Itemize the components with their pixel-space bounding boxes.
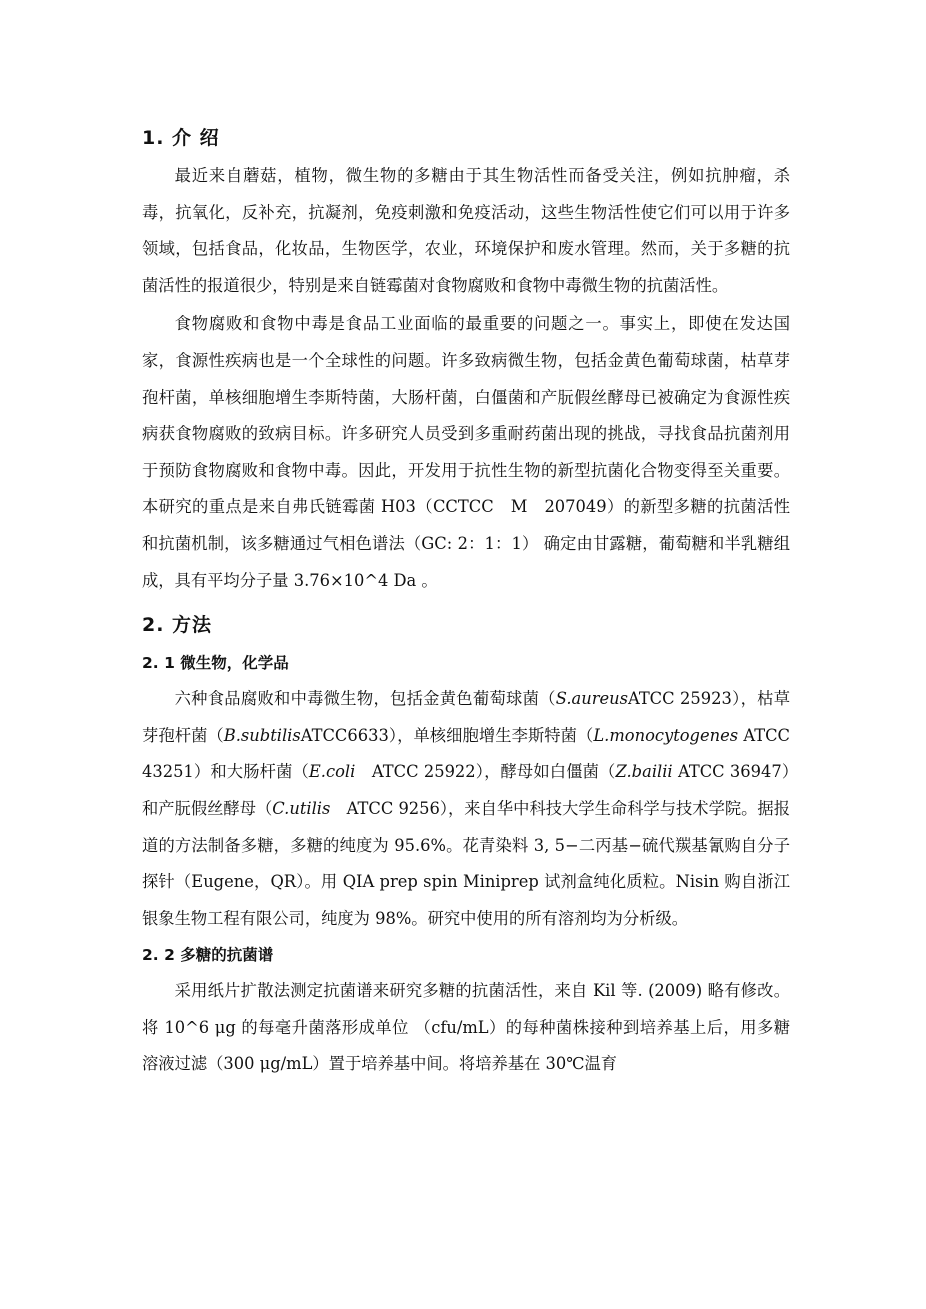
text-segment: 六种食品腐败和中毒微生物，包括金黄色葡萄球菌（: [174, 689, 556, 709]
species-name: L.monocytogenes: [593, 725, 739, 745]
section-1-heading: 1. 介 绍: [142, 127, 220, 149]
section-1-paragraph-1: 最近来自蘑菇，植物，微生物的多糖由于其生物活性而备受关注，例如抗肿瘤，杀毒，抗氧化，反补充，抗凝剂，免疫刺激和免疫活动，这些生物活性使它们可以用于许多领域，包括食品，化妆品，生物医学，农业，环境保护和废水管理。然而，关于多糖的抗菌活性的报道很少，特别是来自链霉菌对食物腐败和食物中毒微生物的抗菌活性。: [142, 166, 790, 295]
text-segment: ATCC 25923），枯草芽孢杆菌（: [142, 689, 790, 745]
section-2-heading: 2. 方法: [142, 614, 213, 637]
subsection-2-2-paragraph: 采用纸片扩散法测定抗菌谱来研究多糖的抗菌活性，来自 Kil 等. (2009) 略有修改。将 10^6 μg 的每毫升菌落形成单位 （cfu/mL）的每种菌株接种到培养基上后，用多糖溶液过滤（300 μg/mL）置于培养基中间。将培养基在 30℃温育: [142, 981, 790, 1074]
species-name: C.utilis: [272, 798, 331, 818]
text-segment: ATCC6633），单核细胞增生李斯特菌（: [300, 725, 594, 745]
subsection-2-2-heading: 2. 2 多糖的抗菌谱: [142, 946, 274, 965]
species-name: S.aureus: [555, 689, 628, 709]
text-segment: ATCC 9256），来自华中科技大学生命科学与技术学院。据报道的方法制备多糖，多糖的纯度为 95.6%。花青染料 3, 5−二丙基−硫代羰基氰购自分子探针（Eugene，QR）。用 QIA prep spin Miniprep 试剂盒纯化质粒。Nisin 购自浙江银象生物工程有限公司，纯度为 98%。研究中使用的所有溶剂均为分析级。: [142, 798, 790, 928]
subsection-2-1-heading: 2. 1 微生物，化学品: [142, 654, 289, 673]
species-name: Z.bailii: [615, 762, 673, 782]
document-page: [142, 118, 790, 1083]
section-1-paragraph-2: 食物腐败和食物中毒是食品工业面临的最重要的问题之一。事实上，即使在发达国家，食源性疾病也是一个全球性的问题。许多致病微生物，包括金黄色葡萄球菌，枯草芽孢杆菌，单核细胞增生李斯特菌，大肠杆菌，白僵菌和产朊假丝酵母已被确定为食源性疾病获食物腐败的致病目标。许多研究人员受到多重耐药菌出现的挑战，寻找食品抗菌剂用于预防食物腐败和食物中毒。因此，开发用于抗性生物的新型抗菌化合物变得至关重要。本研究的重点是来自弗氏链霉菌 H03（CCTCC M 207049）的新型多糖的抗菌活性和抗菌机制，该多糖通过气相色谱法（GC: 2：1：1） 确定由甘露糖，葡萄糖和半乳糖组成，具有平均分子量 3.76×10^4 Da 。: [142, 314, 790, 590]
text-segment: ATCC 36947）和产朊假丝酵母（: [142, 762, 791, 818]
text-segment: ATCC 43251）和大肠杆菌（: [142, 725, 790, 782]
species-name: E.coli: [308, 762, 356, 782]
text-segment: ATCC 25922），酵母如白僵菌（: [355, 762, 616, 782]
species-name: B.subtilis: [223, 725, 301, 745]
subsection-2-1-paragraph: [142, 681, 790, 937]
